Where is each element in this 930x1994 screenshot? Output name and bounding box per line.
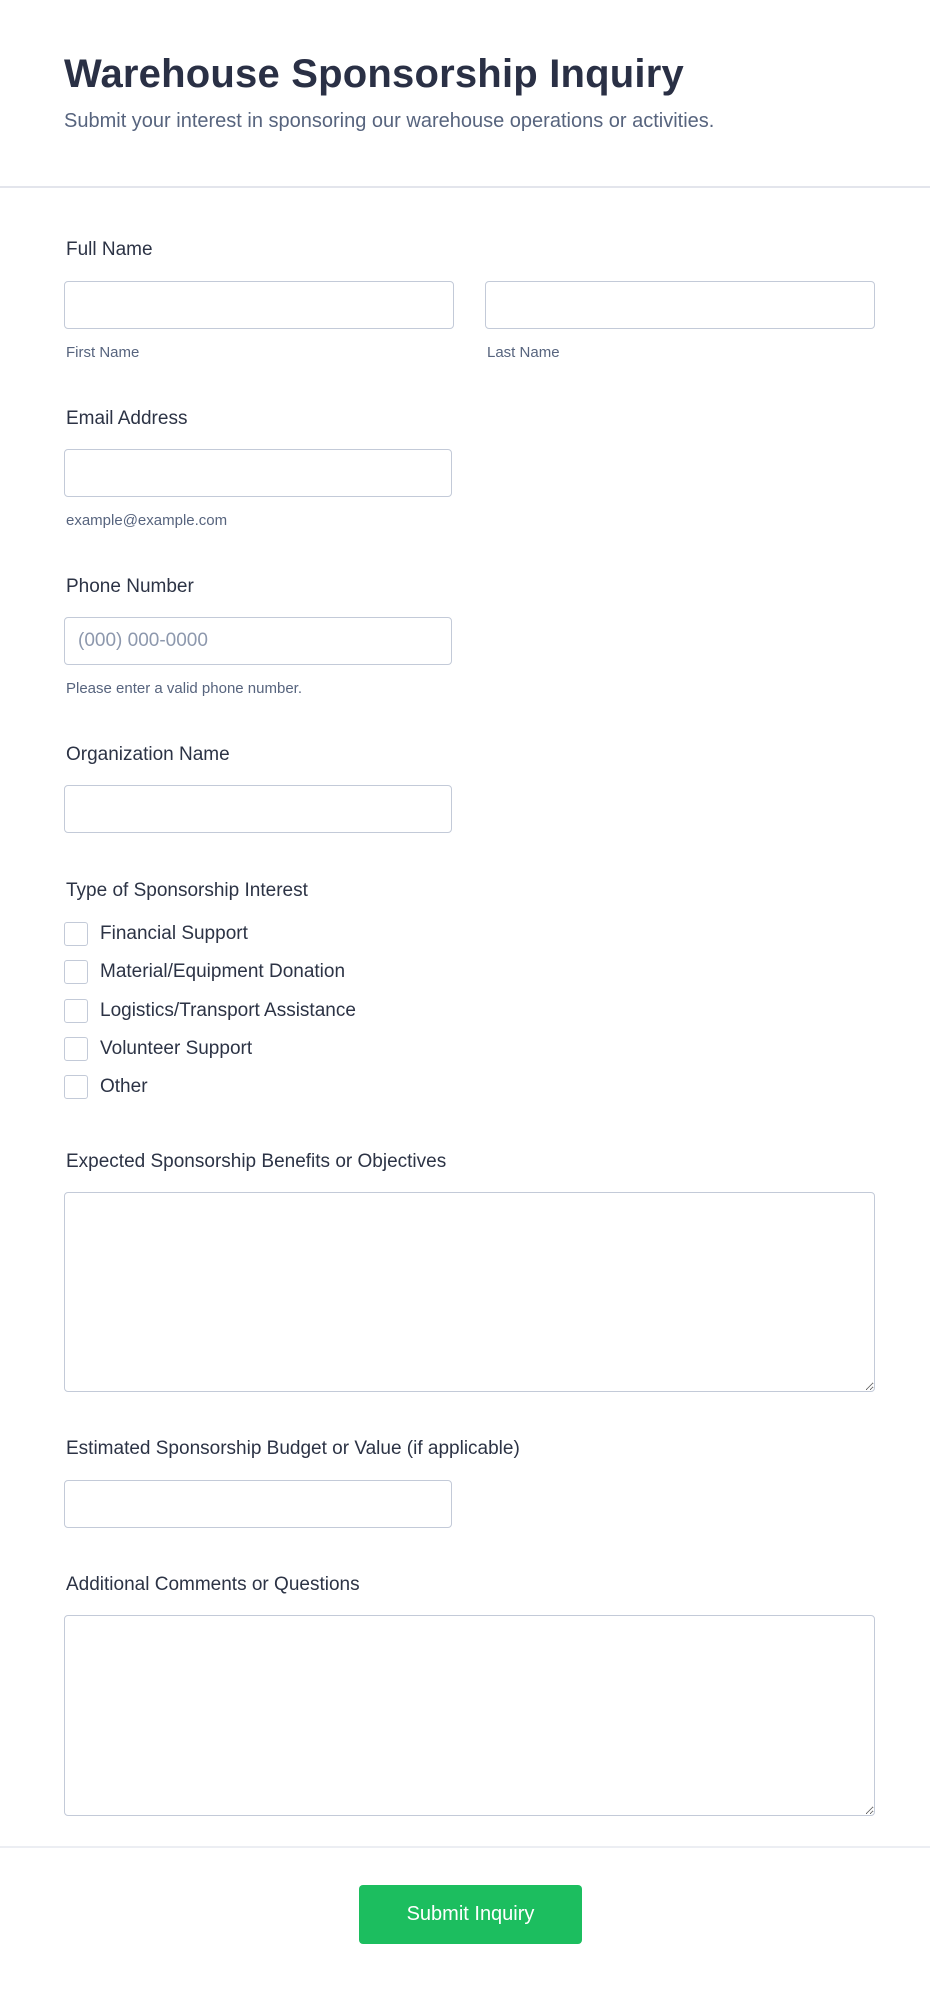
checkbox-box[interactable] <box>64 1037 88 1061</box>
checkbox-volunteer-support[interactable] <box>64 1037 252 1061</box>
comments-textarea[interactable] <box>64 1615 875 1816</box>
last-name-sublabel: Last Name <box>487 344 560 361</box>
checkbox-label: Volunteer Support <box>100 1038 253 1059</box>
email-label: Email Address <box>66 408 188 429</box>
sponsorship-type-label: Type of Sponsorship Interest <box>66 880 308 901</box>
checkbox-box[interactable] <box>64 999 88 1023</box>
page-title: Warehouse Sponsorship Inquiry <box>64 52 684 96</box>
checkbox-other[interactable] <box>64 1075 148 1099</box>
organization-label: Organization Name <box>66 744 230 765</box>
email-sublabel: example@example.com <box>66 512 228 529</box>
checkbox-box[interactable] <box>64 922 88 946</box>
comments-label: Additional Comments or Questions <box>66 1574 360 1595</box>
checkbox-material-equipment[interactable] <box>64 960 345 984</box>
checkbox-label: Other <box>100 1076 148 1097</box>
form-header <box>0 0 930 188</box>
checkbox-label: Material/Equipment Donation <box>100 961 346 982</box>
budget-input[interactable] <box>64 1480 452 1528</box>
checkbox-label: Logistics/Transport Assistance <box>100 1000 356 1021</box>
footer-divider <box>0 1846 930 1848</box>
checkbox-logistics-transport[interactable] <box>64 999 356 1023</box>
full-name-label: Full Name <box>66 239 153 260</box>
email-input[interactable] <box>64 449 452 497</box>
page-subtitle: Submit your interest in sponsoring our warehouse operations or activities. <box>64 110 715 132</box>
checkbox-box[interactable] <box>64 960 88 984</box>
phone-sublabel: Please enter a valid phone number. <box>66 680 302 697</box>
checkbox-financial-support[interactable] <box>64 922 248 946</box>
phone-input[interactable] <box>64 617 452 665</box>
benefits-textarea[interactable] <box>64 1192 875 1392</box>
checkbox-box[interactable] <box>64 1075 88 1099</box>
first-name-sublabel: First Name <box>66 344 140 361</box>
organization-input[interactable] <box>64 785 452 833</box>
budget-label: Estimated Sponsorship Budget or Value (if applicable) <box>66 1438 520 1459</box>
phone-label: Phone Number <box>66 576 194 597</box>
last-name-input[interactable] <box>485 281 875 329</box>
checkbox-label: Financial Support <box>100 923 248 944</box>
benefits-label: Expected Sponsorship Benefits or Objectives <box>66 1151 447 1172</box>
submit-button[interactable]: Submit Inquiry <box>359 1885 582 1944</box>
first-name-input[interactable] <box>64 281 454 329</box>
